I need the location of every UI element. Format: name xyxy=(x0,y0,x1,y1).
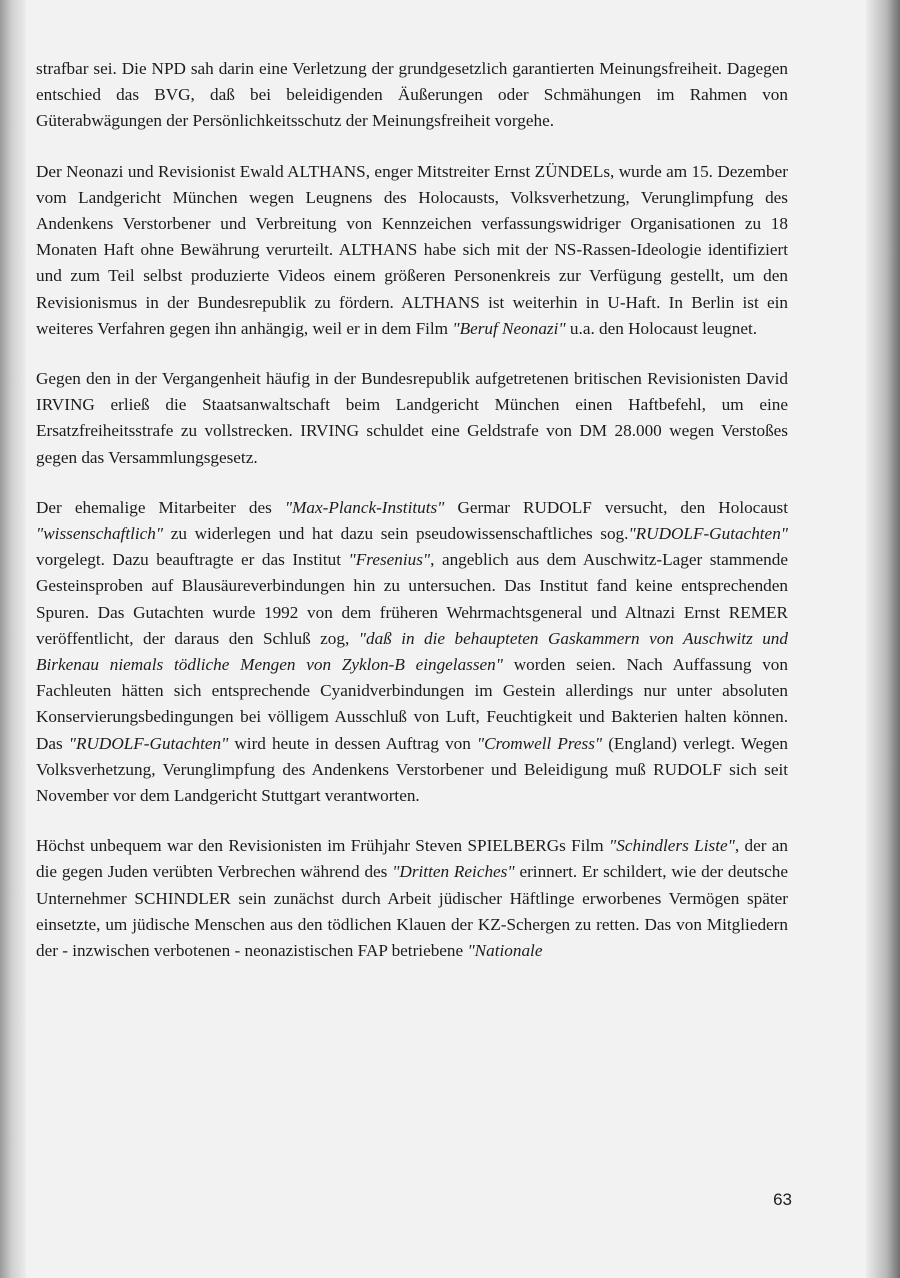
text-segment: vorgelegt. Dazu beauftragte er das Institut xyxy=(36,550,349,570)
text-segment: wird heute in dessen Auftrag von xyxy=(228,733,477,753)
text-segment-italic: "wissenschaftlich" xyxy=(36,524,164,544)
paragraph-npd-ruling xyxy=(36,56,788,135)
text-segment-italic: "daß in die behaupteten Gaskammern von Auschwitz und Birkenau niemals tödliche Mengen von Zyklon-B eingelassen" xyxy=(36,628,788,675)
text-segment-italic: "Schindlers Liste" xyxy=(609,836,735,856)
paragraph-spielberg xyxy=(36,833,788,964)
text-segment: , der an die gegen Juden verübten Verbrechen während des xyxy=(36,836,789,882)
text-segment: strafbar sei. Die NPD sah darin eine Verletzung der grundgesetzlich garantierten Meinungsfreiheit. Dagegen entschied das BVG, daß bei beleidigenden Äußerungen oder Schmähungen im Rahmen von Güterabwägungen der Persönlichkeitsschutz der Meinungsfreiheit vorgehe. xyxy=(36,59,788,131)
text-segment: (England) verlegt. Wegen Volksverhetzung, Verunglimpfung des Andenkens Verstorbener und Beleidigung muß RUDOLF sich seit November vor dem Landgericht Stuttgart verantworten. xyxy=(36,733,789,806)
text-segment: Der Neonazi und Revisionist Ewald ALTHANS, enger Mitstreiter Ernst ZÜNDELs, wurde am 15. Dezember vom Landgericht München wegen Leugnens des Holocausts, Volksverhetzung, Verunglimpfung des Andenkens Verstorbener und Verbreitung von Kennzeichen verfassungswidriger Organisationen zu 18 Monaten Haft ohne Bewährung verurteilt. ALTHANS habe sich mit der NS-Rassen-Ideologie identifiziert und zum Teil selbst produzierte Videos einem größeren Personenkreis zur Verfügung gestellt, um den Revisionismus in der Bundesrepublik zu fördern. ALTHANS ist weiterhin in U-Haft. In Berlin ist ein weiteres Verfahren gegen ihn anhängig, weil er in dem Film xyxy=(36,161,788,338)
paragraph-althans xyxy=(36,159,788,342)
text-segment-italic: "Dritten Reiches" xyxy=(392,862,515,882)
text-segment: worden seien. Nach Auffassung von Fachleuten hätten sich entsprechende Cyanidverbindungen im Gestein allerdings nur unter absoluten Konservierungsbedingungen bei völligem Ausschluß von Luft, Feuchtigkeit und Bakterien halten können. Das xyxy=(36,655,788,753)
paragraph-irving xyxy=(36,366,788,471)
text-segment-italic: "RUDOLF-Gutachten" xyxy=(68,733,229,753)
scan-shadow-right xyxy=(866,0,900,1278)
paragraph-rudolf xyxy=(36,495,788,809)
text-segment-italic: "Nationale xyxy=(467,941,543,961)
text-segment-italic: "Cromwell Press" xyxy=(476,733,603,753)
text-segment: erinnert. Er schildert, wie der deutsche Unternehmer SCHINDLER sein zunächst durch Arbeit jüdischer Häftlinge erworbenes Vermögen später einsetzte, um jüdische Menschen aus den tödlichen Klauen der KZ-Schergen zu retten. Das von Mitgliedern der - inzwischen verbotenen - neonazistischen FAP betriebene xyxy=(36,862,788,961)
text-segment: Höchst unbequem war den Revisionisten im Frühjahr Steven SPIELBERGs Film xyxy=(36,836,610,856)
text-segment: Gegen den in der Vergangenheit häufig in der Bundesrepublik aufgetretenen britischen Revisionisten David IRVING erließ die Staatsanwaltschaft beim Landgericht München einen Haftbefehl, um eine Ersatzfreiheitsstrafe zu vollstrecken. IRVING schuldet eine Geldstrafe von DM 28.000 wegen Verstoßes gegen das Versammlungsgesetz. xyxy=(36,369,788,467)
text-segment: zu widerlegen und hat dazu sein pseudowissenschaftliches sog. xyxy=(163,524,629,544)
text-segment-italic: "Max-Planck-Instituts" xyxy=(284,497,445,517)
page-body xyxy=(36,56,788,988)
text-segment: , angeblich aus dem Auschwitz-Lager stammende Gesteinsproben auf Blausäureverbindungen hin zu untersuchen. Das Institut fand keine entsprechenden Spuren. Das Gutachten wurde 1992 von dem früheren Wehrmachtsgeneral und Altnazi Ernst REMER veröffentlicht, der daraus den Schluß zog, xyxy=(36,550,788,648)
page-number: 63 xyxy=(773,1190,792,1209)
scan-shadow-left xyxy=(0,0,26,1278)
text-segment: Germar RUDOLF versucht, den Holocaust xyxy=(444,497,789,517)
text-segment-italic: "Beruf Neonazi" xyxy=(452,318,566,338)
text-segment-italic: "RUDOLF-Gutachten" xyxy=(628,524,788,544)
text-segment-italic: "Fresenius" xyxy=(348,550,431,570)
text-segment: Der ehemalige Mitarbeiter des xyxy=(36,497,285,517)
text-segment: u.a. den Holocaust leugnet. xyxy=(565,318,758,338)
